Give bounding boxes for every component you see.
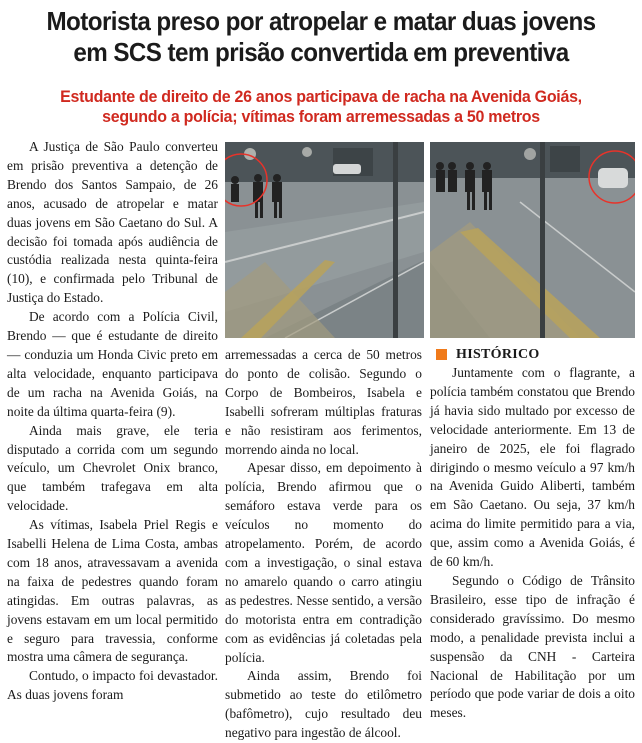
article-column-3 [430,364,635,723]
paragraph: Ainda assim, Brendo foi submetido ao teste do etilômetro (bafômetro), cujo resultado deu negativo para ingestão de álcool. [225,668,422,741]
security-camera-photo-left [225,142,424,338]
street-scene-image [225,142,424,338]
subheadline: Estudante de direito de 26 anos participava de racha na Avenida Goiás, segundo a polícia; vítimas foram arremessadas a 50 metros [60,87,582,126]
security-camera-photo-right [430,142,635,338]
section-marker-icon [436,349,447,360]
paragraph: Ainda mais grave, ele teria disputado a corrida com um segundo veículo, um Chevrolet Onix branco, que também trafegava em alta velocidade. [7,422,218,514]
paragraph: De acordo com a Polícia Civil, Brendo — que é estudante de direito — conduzia um Honda Civic preto em alta velocidade, enquanto participava de um racha na Avenida Goiás, na noite da última quarta-feira (9). [7,309,218,419]
article-column-2 [225,346,422,743]
headline: Motorista preso por atropelar e matar duas jovens em SCS tem prisão convertida em preventiva [46,6,596,67]
historico-heading: HISTÓRICO [456,347,540,362]
paragraph: As vítimas, Isabela Priel Regis e Isabelli Helena de Lima Costa, ambas com 18 anos, atravessavam a avenida na faixa de pedestres quando foram atingidas. Em outras palavras, as jovens estavam em um local permitido e seguro para travessia, conforme mostra uma câmera de segurança. [7,517,218,665]
article-column-1 [7,138,218,705]
paragraph: Juntamente com o flagrante, a polícia também constatou que Brendo já havia sido multado por excesso de velocidade anteriormente. Em 13 de janeiro de 2025, ele foi flagrado dirigindo o mesmo veículo a 97 km/h na Avenida Guido Aliberti, também em São Caetano. Ou seja, 37 km/h acima do limite permitido para a via, que, assim como a Avenida Goiás, é de 60 km/h. [430,365,635,570]
paragraph: arremessadas a cerca de 50 metros do ponto de colisão. Segundo o Corpo de Bombeiros, Isabela e Isabelli sofreram múltiplas fraturas e não resistiram aos ferimentos, morrendo ainda no local. [225,347,422,457]
paragraph: Contudo, o impacto foi devastador. As duas jovens foram [7,668,218,703]
street-scene-image [430,142,635,338]
paragraph: Segundo o Código de Trânsito Brasileiro, esse tipo de infração é considerado gravíssimo. Do mesmo modo, a penalidade prevista inclui a suspensão da CNH - Carteira Nacional de Habilitação por um período que pode variar de dois a oito meses. [430,572,635,721]
paragraph: A Justiça de São Paulo converteu em prisão preventiva a detenção de Brendo dos Santos Sampaio, de 26 anos, acusado de atropelar e matar duas jovens em São Caetano do Sul. A decisão foi tomada após audiência de custódia realizada nesta quinta-feira (10), e confirmada pelo Tribunal de Justiça do Estado. [7,139,218,306]
paragraph: Apesar disso, em depoimento à polícia, Brendo afirmou que o semáforo estava verde para os veículos no momento do atropelamento. Porém, de acordo com a investigação, o sinal estava no amarelo quando o carro atingiu as pedestres. Nesse sentido, a versão do motorista entra em contradição com as evidências já coletadas pela polícia. [225,460,422,665]
